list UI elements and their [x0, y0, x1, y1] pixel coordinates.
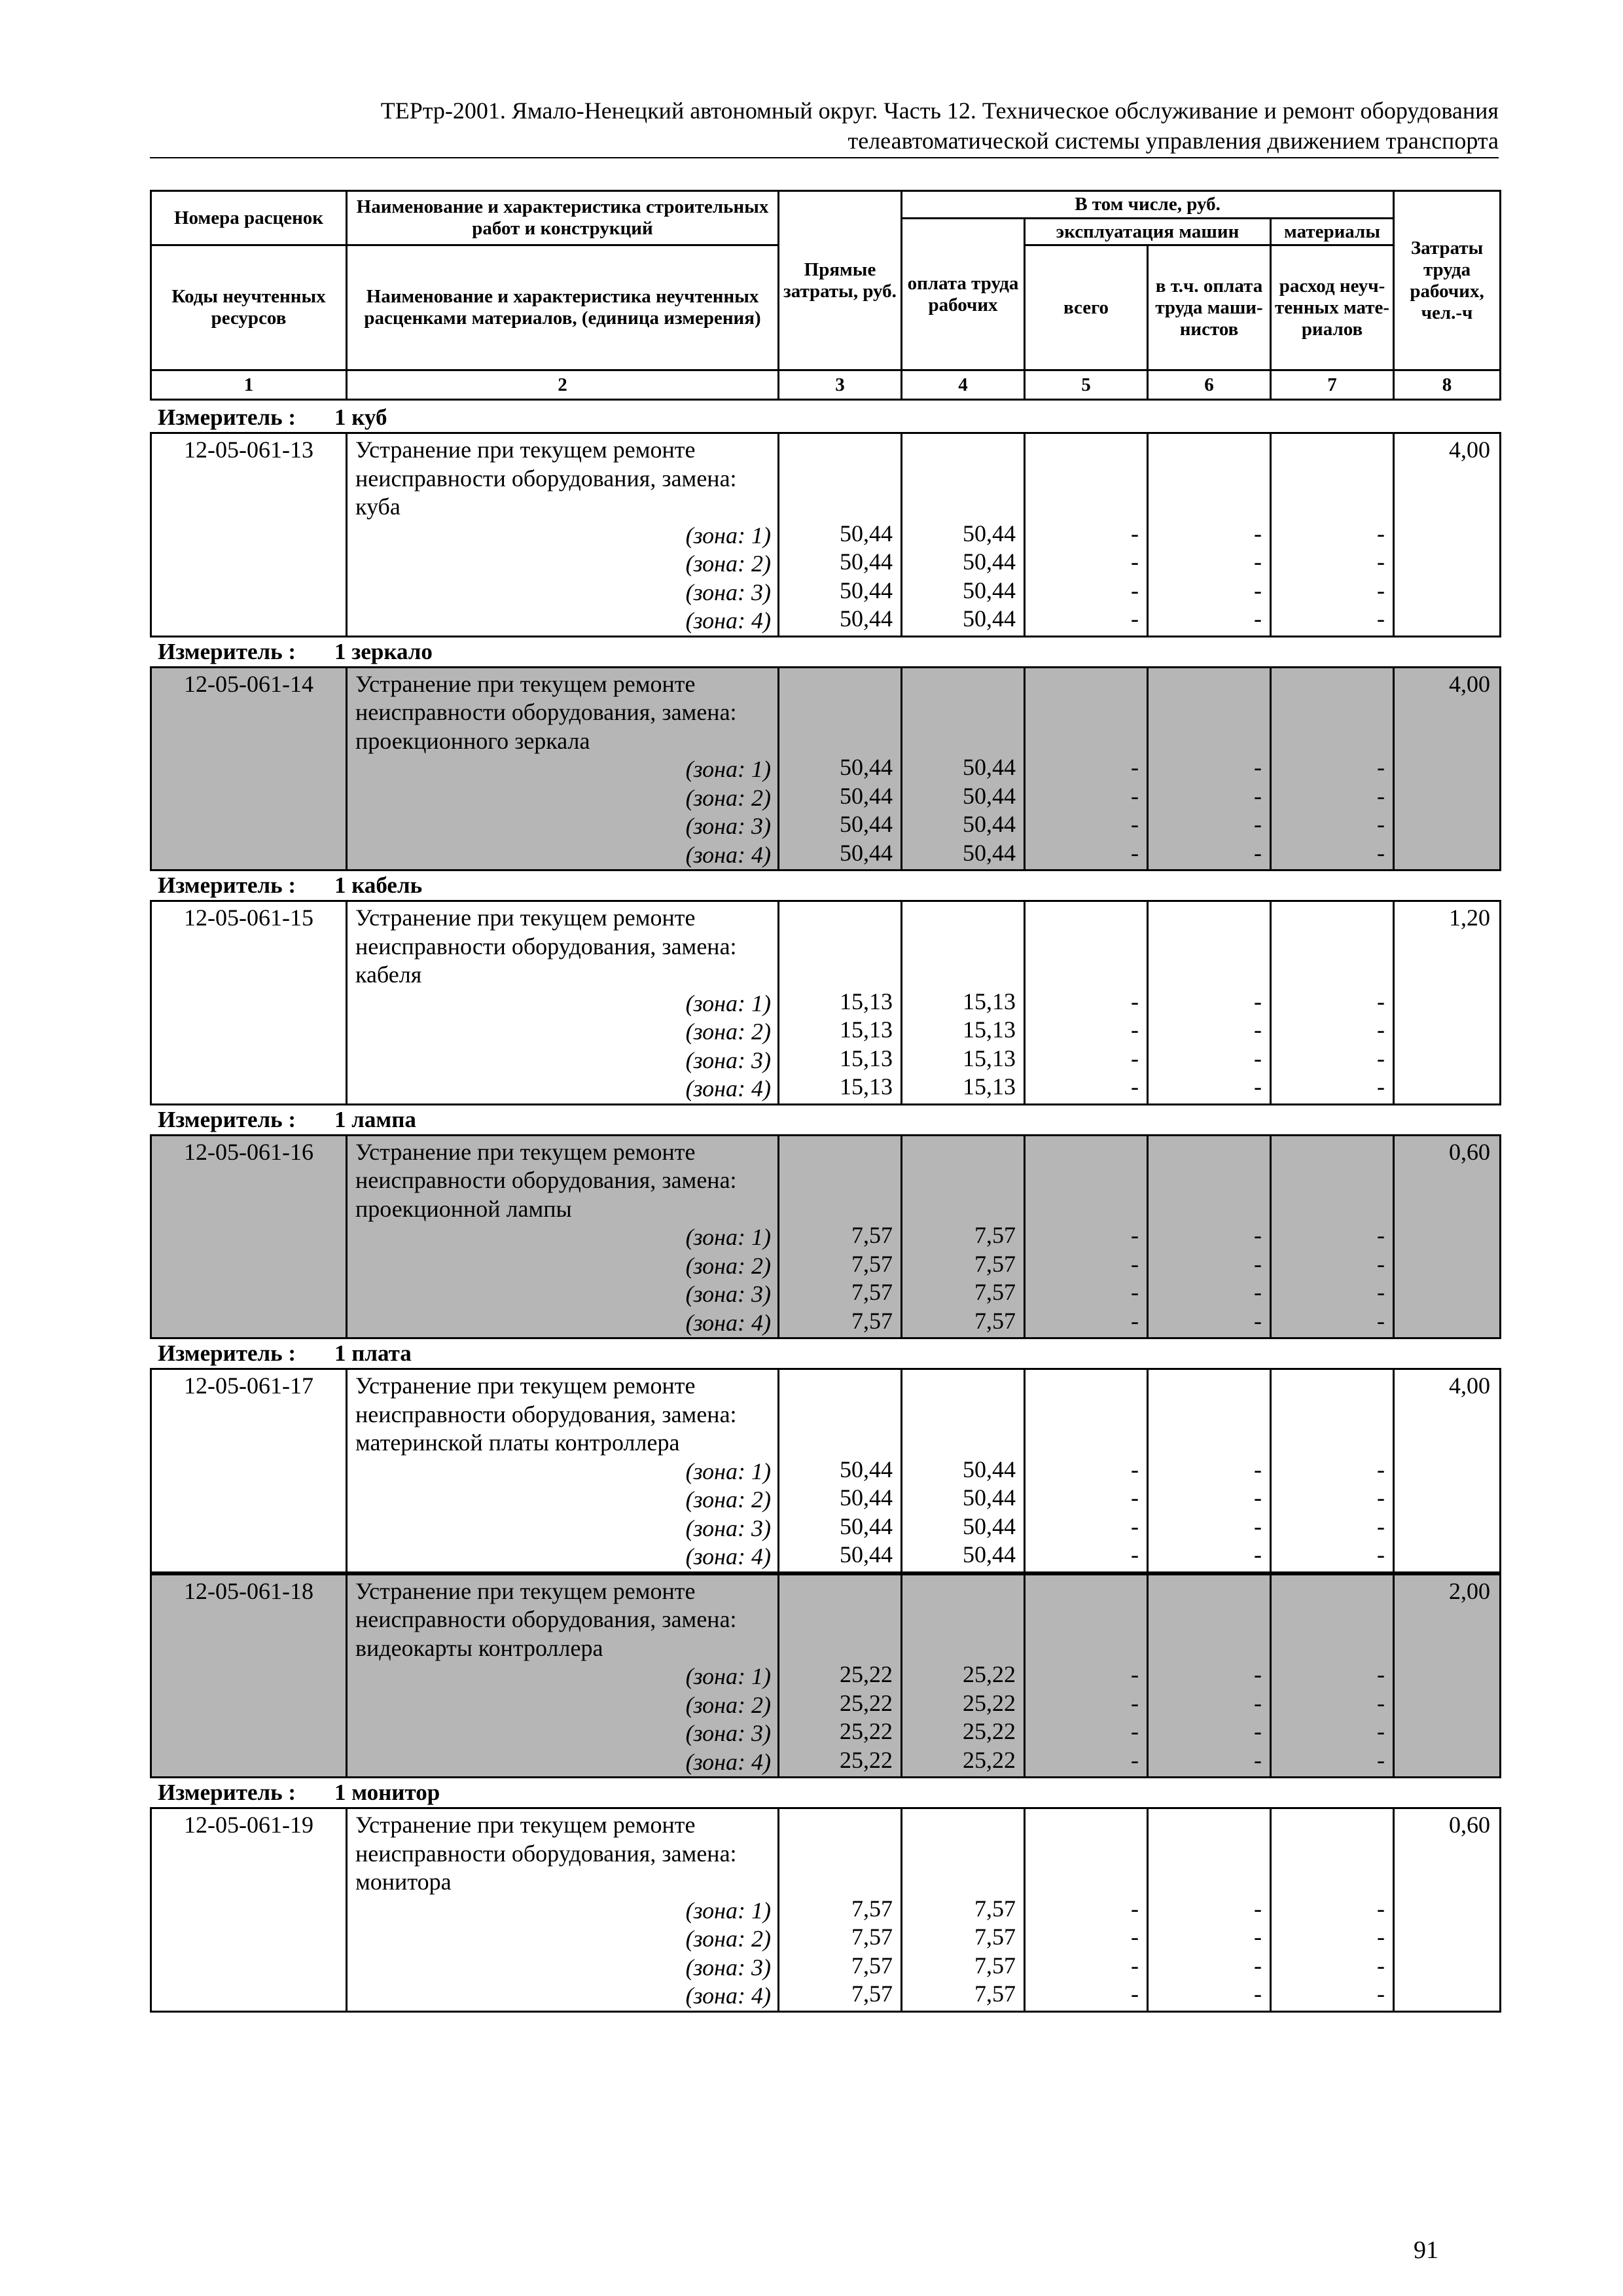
rate-entry [150, 900, 1501, 1105]
worker-wages-value: 50,44 [963, 1456, 1016, 1482]
machinist-wages-cell [1148, 1808, 1271, 2012]
materials-value: - [1377, 1456, 1385, 1482]
direct-cost-value: 50,44 [840, 520, 893, 547]
direct-cost-value: 15,13 [840, 1016, 893, 1043]
labor-costs-value: 4,00 [1394, 667, 1501, 870]
measurer-label: Измеритель : [158, 404, 296, 430]
worker-wages-value: 50,44 [963, 605, 1016, 632]
zone-label: (зона: 3) [685, 813, 771, 839]
measurer-row [150, 1339, 1499, 1368]
machines-total-value: - [1131, 1689, 1139, 1716]
header-machine-operation: эксплуатация машин [1025, 219, 1271, 245]
machines-total-value: - [1131, 1073, 1139, 1100]
zone-label: (зона: 2) [685, 1252, 771, 1279]
rate-description: неисправности оборудования, замена: [355, 1606, 737, 1632]
zone-label: (зона: 2) [685, 784, 771, 811]
machines-total-value: - [1131, 1718, 1139, 1744]
machines-total-cell [1025, 1135, 1148, 1338]
worker-wages-cell [902, 433, 1025, 637]
materials-value: - [1377, 1073, 1385, 1100]
machines-total-value: - [1131, 1045, 1139, 1071]
worker-wages-value: 50,44 [963, 811, 1016, 837]
materials-value: - [1377, 605, 1385, 632]
machines-total-value: - [1131, 1250, 1139, 1277]
rate-name-cell [347, 433, 779, 637]
measurer-row [150, 637, 1499, 666]
machines-total-value: - [1131, 577, 1139, 603]
rate-name-cell [347, 901, 779, 1105]
rate-description: видеокарты контроллера [355, 1634, 603, 1661]
machines-total-value: - [1131, 1222, 1139, 1248]
materials-cell [1271, 1135, 1394, 1338]
machinist-wages-value: - [1254, 754, 1262, 780]
zone-label: (зона: 3) [685, 1281, 771, 1307]
measurer-unit: 1 куб [334, 404, 387, 430]
rate-entry [150, 1573, 1501, 1779]
direct-costs-cell [779, 1135, 902, 1338]
materials-value: - [1377, 1718, 1385, 1744]
header-unaccounted-materials: расход неуч- тенных мате- риалов [1271, 245, 1394, 370]
rate-name-cell [347, 667, 779, 870]
machines-total-value: - [1131, 520, 1139, 547]
zone-label: (зона: 2) [685, 1486, 771, 1513]
zone-label: (зона: 3) [685, 1047, 771, 1073]
machines-total-value: - [1131, 839, 1139, 866]
machinist-wages-value: - [1254, 988, 1262, 1014]
header-materials-name: Наименование и характеристика неучтенных расценками материалов, (единица измерения) [347, 245, 779, 370]
header-resource-codes: Коды неучтенных ресурсов [151, 245, 347, 370]
table-header [150, 190, 1501, 401]
direct-cost-value: 25,22 [840, 1746, 893, 1773]
machinist-wages-value: - [1254, 577, 1262, 603]
rate-description: Устранение при текущем ремонте [355, 905, 696, 931]
rate-description: неисправности оборудования, замена: [355, 1401, 737, 1427]
direct-cost-value: 50,44 [840, 839, 893, 866]
column-number: 7 [1271, 370, 1394, 400]
document-header [150, 96, 1499, 158]
measurer-unit: 1 плата [334, 1340, 412, 1366]
materials-cell [1271, 433, 1394, 637]
measurer-label: Измеритель : [158, 1340, 296, 1366]
machinist-wages-value: - [1254, 1718, 1262, 1744]
direct-cost-value: 7,57 [851, 1250, 893, 1277]
direct-costs-cell [779, 1574, 902, 1778]
machines-total-cell [1025, 667, 1148, 870]
machinist-wages-value: - [1254, 1952, 1262, 1979]
machinist-wages-value: - [1254, 520, 1262, 547]
rate-entry [150, 1368, 1501, 1573]
measurer-row [150, 871, 1499, 900]
measurer-unit: 1 кабель [334, 872, 423, 898]
header-labor-costs: Затраты труда рабочих, чел.-ч [1394, 191, 1501, 370]
machinist-wages-value: - [1254, 1279, 1262, 1305]
header-rate-numbers: Номера расценок [151, 191, 347, 245]
header-line-1: ТЕРтр-2001. Ямало-Ненецкий автономный округ. Часть 12. Техническое обслуживание и ремонт оборудования [380, 98, 1499, 124]
rate-name-cell [347, 1135, 779, 1338]
direct-cost-value: 50,44 [840, 577, 893, 603]
materials-value: - [1377, 1981, 1385, 2007]
column-number: 4 [902, 370, 1025, 400]
labor-costs-value: 0,60 [1394, 1135, 1501, 1338]
machines-total-value: - [1131, 754, 1139, 780]
measurer-label: Измеритель : [158, 638, 296, 664]
direct-cost-value: 50,44 [840, 1484, 893, 1511]
machinist-wages-cell [1148, 901, 1271, 1105]
worker-wages-value: 50,44 [963, 1484, 1016, 1511]
rate-description: кабеля [355, 961, 422, 988]
column-number: 8 [1394, 370, 1501, 400]
header-works-name: Наименование и характеристика строительных работ и конструкций [347, 191, 779, 245]
labor-costs-value: 2,00 [1394, 1574, 1501, 1778]
zone-label: (зона: 1) [685, 756, 771, 782]
machines-total-value: - [1131, 811, 1139, 837]
materials-value: - [1377, 1513, 1385, 1539]
materials-value: - [1377, 1952, 1385, 1979]
machinist-wages-value: - [1254, 1689, 1262, 1716]
machinist-wages-value: - [1254, 782, 1262, 809]
machines-total-cell [1025, 433, 1148, 637]
worker-wages-value: 50,44 [963, 1513, 1016, 1539]
direct-cost-value: 7,57 [851, 1222, 893, 1248]
measurer-label: Измеритель : [158, 872, 296, 898]
machinist-wages-value: - [1254, 1541, 1262, 1568]
header-direct-costs: Прямые затраты, руб. [779, 191, 902, 370]
machines-total-value: - [1131, 605, 1139, 632]
direct-cost-value: 25,22 [840, 1661, 893, 1687]
machines-total-value: - [1131, 1541, 1139, 1568]
direct-costs-cell [779, 667, 902, 870]
direct-cost-value: 50,44 [840, 605, 893, 632]
materials-cell [1271, 667, 1394, 870]
direct-cost-value: 15,13 [840, 1073, 893, 1100]
worker-wages-cell [902, 1135, 1025, 1338]
materials-value: - [1377, 1045, 1385, 1071]
zone-label: (зона: 4) [685, 841, 771, 868]
zone-label: (зона: 2) [685, 550, 771, 577]
direct-cost-value: 50,44 [840, 548, 893, 575]
materials-value: - [1377, 1250, 1385, 1277]
machinist-wages-value: - [1254, 1924, 1262, 1950]
machines-total-value: - [1131, 1895, 1139, 1922]
machines-total-cell [1025, 1808, 1148, 2012]
zone-label: (зона: 4) [685, 1075, 771, 1102]
table-body [150, 403, 1499, 2013]
direct-cost-value: 15,13 [840, 988, 893, 1014]
machines-total-value: - [1131, 1513, 1139, 1539]
machines-total-value: - [1131, 988, 1139, 1014]
worker-wages-value: 7,57 [974, 1895, 1016, 1922]
direct-costs-cell [779, 1808, 902, 2012]
materials-value: - [1377, 548, 1385, 575]
machines-total-value: - [1131, 1279, 1139, 1305]
page-number: 91 [1414, 2236, 1438, 2264]
rate-description: проекционного зеркала [355, 727, 590, 754]
machines-total-value: - [1131, 782, 1139, 809]
materials-value: - [1377, 1895, 1385, 1922]
worker-wages-value: 7,57 [974, 1924, 1016, 1950]
zone-label: (зона: 3) [685, 1515, 771, 1541]
header-in-total: В том числе, руб. [902, 191, 1394, 219]
machinist-wages-value: - [1254, 605, 1262, 632]
direct-cost-value: 50,44 [840, 811, 893, 837]
machines-total-value: - [1131, 1661, 1139, 1687]
worker-wages-value: 50,44 [963, 839, 1016, 866]
direct-cost-value: 50,44 [840, 1456, 893, 1482]
worker-wages-value: 7,57 [974, 1279, 1016, 1305]
direct-cost-value: 7,57 [851, 1981, 893, 2007]
column-number: 1 [151, 370, 347, 400]
machines-total-value: - [1131, 1307, 1139, 1334]
zone-label: (зона: 1) [685, 1663, 771, 1689]
zone-label: (зона: 1) [685, 1897, 771, 1924]
worker-wages-value: 25,22 [963, 1746, 1016, 1773]
worker-wages-cell [902, 1369, 1025, 1573]
machinist-wages-value: - [1254, 1484, 1262, 1511]
zone-label: (зона: 3) [685, 1954, 771, 1981]
column-number: 6 [1148, 370, 1271, 400]
machinist-wages-value: - [1254, 548, 1262, 575]
header-machines-total: всего [1025, 245, 1148, 370]
machinist-wages-value: - [1254, 1045, 1262, 1071]
rate-description: Устранение при текущем ремонте [355, 1372, 696, 1399]
worker-wages-cell [902, 901, 1025, 1105]
direct-cost-value: 50,44 [840, 1541, 893, 1568]
rate-entry [150, 1134, 1501, 1340]
measurer-label: Измеритель : [158, 1106, 296, 1132]
header-machinist-wages: в т.ч. оплата труда маши- нистов [1148, 245, 1271, 370]
worker-wages-value: 7,57 [974, 1307, 1016, 1334]
rate-code: 12-05-061-17 [151, 1369, 347, 1573]
zone-label: (зона: 4) [685, 607, 771, 634]
machinist-wages-cell [1148, 1574, 1271, 1778]
machines-total-value: - [1131, 1484, 1139, 1511]
header-materials: материалы [1271, 219, 1394, 245]
rate-name-cell [347, 1369, 779, 1573]
rate-code: 12-05-061-19 [151, 1808, 347, 2012]
machinist-wages-value: - [1254, 1456, 1262, 1482]
column-number: 5 [1025, 370, 1148, 400]
rate-description: Устранение при текущем ремонте [355, 1812, 696, 1838]
column-number: 2 [347, 370, 779, 400]
machines-total-value: - [1131, 1016, 1139, 1043]
machinist-wages-value: - [1254, 1073, 1262, 1100]
rate-description: неисправности оборудования, замена: [355, 465, 737, 492]
machinist-wages-value: - [1254, 1746, 1262, 1773]
worker-wages-value: 7,57 [974, 1222, 1016, 1248]
direct-costs-cell [779, 901, 902, 1105]
rate-description: Устранение при текущем ремонте [355, 1138, 696, 1165]
materials-value: - [1377, 1924, 1385, 1950]
direct-cost-value: 15,13 [840, 1045, 893, 1071]
zone-label: (зона: 4) [685, 1543, 771, 1570]
materials-value: - [1377, 811, 1385, 837]
direct-cost-value: 7,57 [851, 1307, 893, 1334]
rate-entry [150, 666, 1501, 872]
header-line-2: телеавтоматической системы управления движением транспорта [847, 128, 1499, 154]
materials-value: - [1377, 1661, 1385, 1687]
header-worker-wages: оплата труда рабочих [902, 219, 1025, 370]
machinist-wages-value: - [1254, 839, 1262, 866]
worker-wages-value: 50,44 [963, 1541, 1016, 1568]
machinist-wages-cell [1148, 1135, 1271, 1338]
machines-total-value: - [1131, 1952, 1139, 1979]
labor-costs-value: 4,00 [1394, 433, 1501, 637]
worker-wages-cell [902, 1574, 1025, 1778]
direct-cost-value: 25,22 [840, 1689, 893, 1716]
machinist-wages-value: - [1254, 1895, 1262, 1922]
rate-description: неисправности оборудования, замена: [355, 699, 737, 725]
rate-name-cell [347, 1574, 779, 1778]
zone-label: (зона: 3) [685, 579, 771, 605]
zone-label: (зона: 4) [685, 1309, 771, 1336]
worker-wages-value: 25,22 [963, 1718, 1016, 1744]
rate-code: 12-05-061-18 [151, 1574, 347, 1778]
rate-code: 12-05-061-14 [151, 667, 347, 870]
rate-description: неисправности оборудования, замена: [355, 933, 737, 960]
rate-entry [150, 432, 1501, 637]
machinist-wages-value: - [1254, 1513, 1262, 1539]
worker-wages-value: 50,44 [963, 520, 1016, 547]
rate-description: проекционной лампы [355, 1195, 572, 1222]
labor-costs-value: 0,60 [1394, 1808, 1501, 2012]
worker-wages-value: 15,13 [963, 1073, 1016, 1100]
zone-label: (зона: 3) [685, 1720, 771, 1746]
zone-label: (зона: 2) [685, 1691, 771, 1718]
machines-total-value: - [1131, 548, 1139, 575]
measurer-row [150, 403, 1499, 432]
materials-value: - [1377, 988, 1385, 1014]
direct-cost-value: 7,57 [851, 1279, 893, 1305]
materials-value: - [1377, 1484, 1385, 1511]
machinist-wages-value: - [1254, 1222, 1262, 1248]
direct-cost-value: 7,57 [851, 1924, 893, 1950]
worker-wages-value: 7,57 [974, 1952, 1016, 1979]
machines-total-cell [1025, 1574, 1148, 1778]
worker-wages-value: 15,13 [963, 988, 1016, 1014]
direct-cost-value: 7,57 [851, 1952, 893, 1979]
worker-wages-value: 25,22 [963, 1661, 1016, 1687]
rate-description: Устранение при текущем ремонте [355, 437, 696, 463]
labor-costs-value: 1,20 [1394, 901, 1501, 1105]
rate-description: Устранение при текущем ремонте [355, 1577, 696, 1604]
materials-value: - [1377, 1689, 1385, 1716]
machines-total-value: - [1131, 1746, 1139, 1773]
zone-label: (зона: 1) [685, 1224, 771, 1250]
machines-total-value: - [1131, 1981, 1139, 2007]
materials-value: - [1377, 839, 1385, 866]
worker-wages-value: 15,13 [963, 1016, 1016, 1043]
rate-description: неисправности оборудования, замена: [355, 1167, 737, 1193]
rate-description: неисправности оборудования, замена: [355, 1840, 737, 1867]
materials-value: - [1377, 577, 1385, 603]
worker-wages-value: 7,57 [974, 1250, 1016, 1277]
zone-label: (зона: 2) [685, 1018, 771, 1045]
measurer-row [150, 1105, 1499, 1134]
worker-wages-value: 50,44 [963, 548, 1016, 575]
measurer-label: Измеритель : [158, 1780, 296, 1805]
direct-cost-value: 50,44 [840, 782, 893, 809]
machinist-wages-value: - [1254, 811, 1262, 837]
measurer-unit: 1 зеркало [334, 638, 433, 664]
zone-label: (зона: 1) [685, 522, 771, 548]
measurer-row [150, 1778, 1499, 1807]
machinist-wages-value: - [1254, 1016, 1262, 1043]
materials-value: - [1377, 1541, 1385, 1568]
worker-wages-cell [902, 1808, 1025, 2012]
materials-value: - [1377, 1307, 1385, 1334]
machinist-wages-cell [1148, 433, 1271, 637]
column-number: 3 [779, 370, 902, 400]
zone-label: (зона: 1) [685, 990, 771, 1016]
rate-description: монитора [355, 1869, 452, 1895]
direct-cost-value: 25,22 [840, 1718, 893, 1744]
materials-cell [1271, 901, 1394, 1105]
worker-wages-value: 50,44 [963, 577, 1016, 603]
machinist-wages-cell [1148, 667, 1271, 870]
worker-wages-value: 50,44 [963, 754, 1016, 780]
machines-total-cell [1025, 901, 1148, 1105]
zone-label: (зона: 4) [685, 1982, 771, 2009]
worker-wages-value: 7,57 [974, 1981, 1016, 2007]
rate-code: 12-05-061-15 [151, 901, 347, 1105]
zone-label: (зона: 4) [685, 1748, 771, 1775]
machinist-wages-value: - [1254, 1981, 1262, 2007]
direct-cost-value: 50,44 [840, 1513, 893, 1539]
machinist-wages-value: - [1254, 1307, 1262, 1334]
rate-entry [150, 1807, 1501, 2013]
rate-code: 12-05-061-16 [151, 1135, 347, 1338]
materials-cell [1271, 1574, 1394, 1778]
materials-value: - [1377, 1222, 1385, 1248]
machines-total-cell [1025, 1369, 1148, 1573]
direct-cost-value: 7,57 [851, 1895, 893, 1922]
materials-value: - [1377, 1279, 1385, 1305]
worker-wages-value: 50,44 [963, 782, 1016, 809]
machinist-wages-value: - [1254, 1661, 1262, 1687]
direct-cost-value: 50,44 [840, 754, 893, 780]
rate-description: куба [355, 493, 401, 520]
machinist-wages-value: - [1254, 1250, 1262, 1277]
materials-value: - [1377, 782, 1385, 809]
rate-description: материнской платы контроллера [355, 1429, 680, 1456]
direct-costs-cell [779, 1369, 902, 1573]
machines-total-value: - [1131, 1456, 1139, 1482]
materials-value: - [1377, 754, 1385, 780]
materials-value: - [1377, 520, 1385, 547]
machines-total-value: - [1131, 1924, 1139, 1950]
materials-value: - [1377, 1016, 1385, 1043]
direct-costs-cell [779, 433, 902, 637]
measurer-unit: 1 монитор [334, 1780, 440, 1805]
materials-cell [1271, 1808, 1394, 2012]
measurer-unit: 1 лампа [334, 1106, 416, 1132]
rate-description: Устранение при текущем ремонте [355, 670, 696, 697]
materials-cell [1271, 1369, 1394, 1573]
materials-value: - [1377, 1746, 1385, 1773]
rate-code: 12-05-061-13 [151, 433, 347, 637]
labor-costs-value: 4,00 [1394, 1369, 1501, 1573]
zone-label: (зона: 2) [685, 1926, 771, 1952]
zone-label: (зона: 1) [685, 1458, 771, 1484]
worker-wages-value: 15,13 [963, 1045, 1016, 1071]
machinist-wages-cell [1148, 1369, 1271, 1573]
worker-wages-value: 25,22 [963, 1689, 1016, 1716]
worker-wages-cell [902, 667, 1025, 870]
rate-name-cell [347, 1808, 779, 2012]
